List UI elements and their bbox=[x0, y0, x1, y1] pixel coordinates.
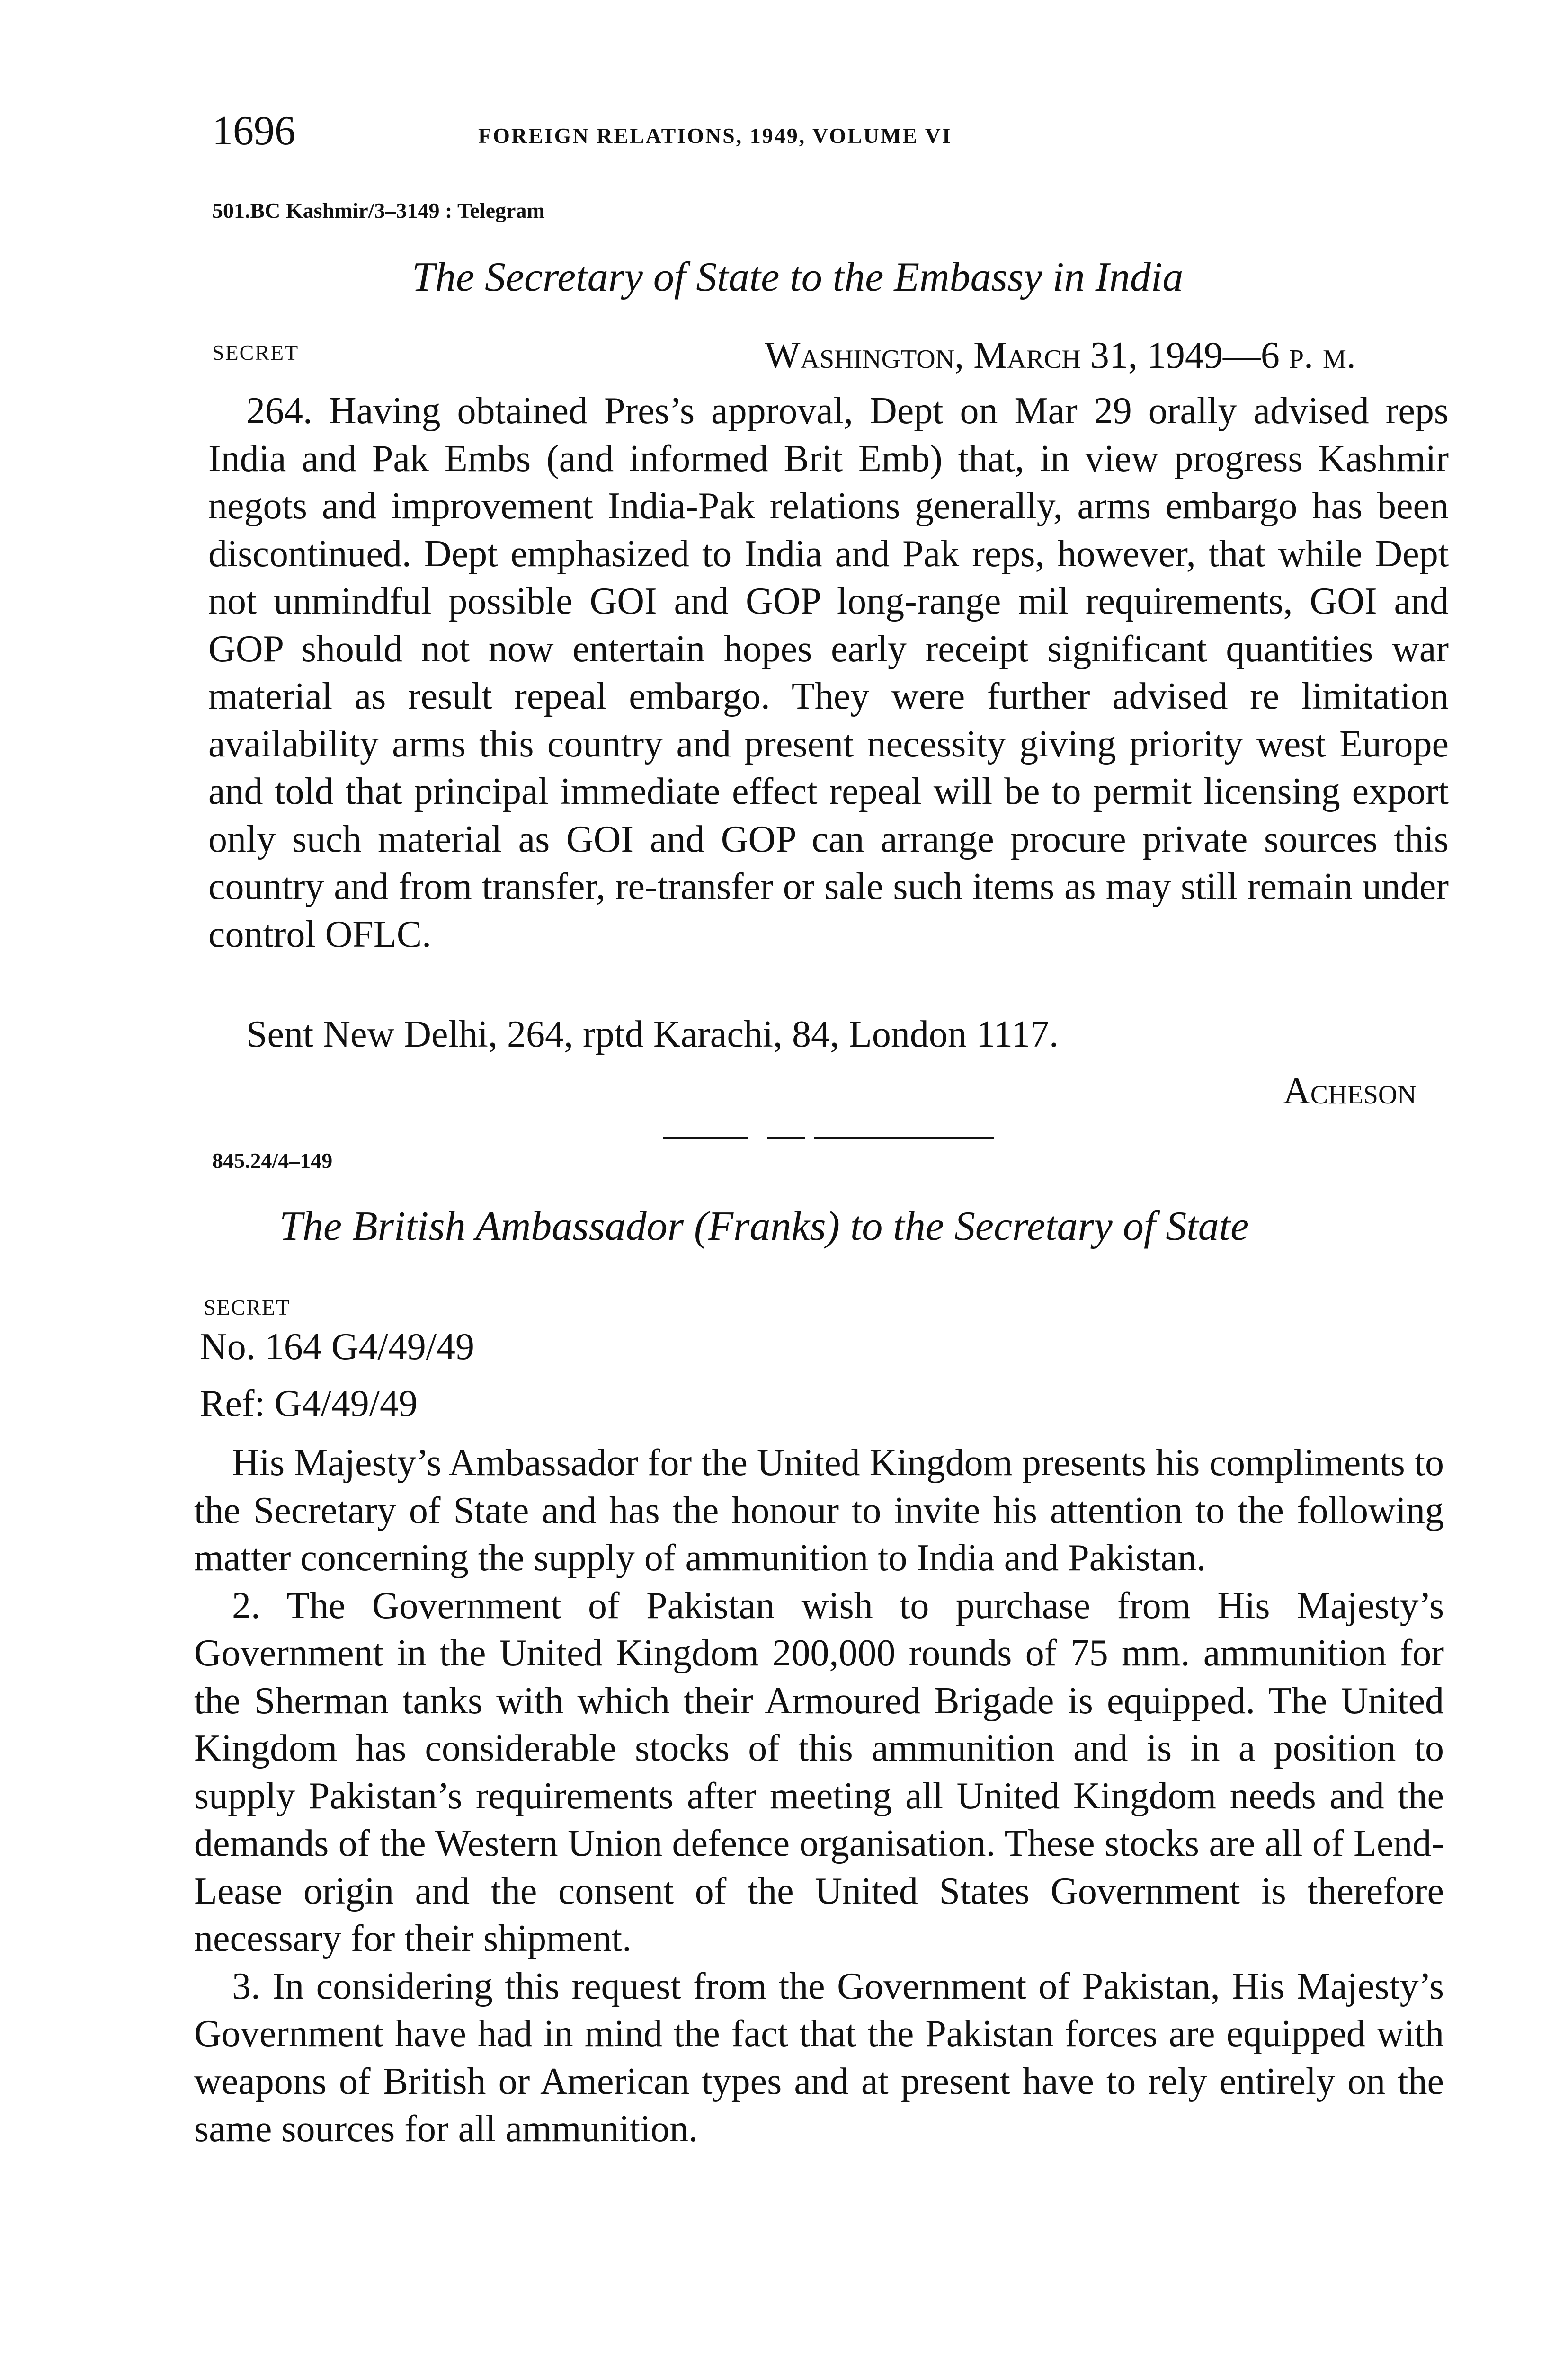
doc2-file-reference: 845.24/4–149 bbox=[212, 1148, 333, 1173]
doc2-paragraph-2: 2. The Government of Pakistan wish to purchase from His Majesty’s Government in the United Kingdom 200,000 rounds of 75 mm. ammunition for the Sherman tanks with which their Armoured Brigade is equipped. The United Kingdom has considerable stocks of this ammunition and is in a position to supply Pakistan’s requirements after meeting all United Kingdom needs and the demands of the Western Union defence organisation. These stocks are all of Lend-Lease origin and the consent of the United States Government is therefore necessary for their shipment. bbox=[194, 1584, 1444, 1959]
doc1-file-reference: 501.BC Kashmir/3–3149 : Telegram bbox=[212, 198, 545, 222]
doc2-paragraph-3: 3. In considering this request from the Government of Pakistan, His Majesty’s Government have had in mind the fact that the Pakistan forces are equipped with weapons of British or American types and at present have to rely entirely on the same sources for all ammunition. bbox=[194, 1965, 1444, 2150]
doc1-title: The Secretary of State to the Embassy in India bbox=[412, 254, 1184, 300]
separator-rule-left bbox=[663, 1137, 748, 1139]
doc2-title: The British Ambassador (Franks) to the Secretary of State bbox=[279, 1203, 1249, 1249]
doc1-signature: Acheson bbox=[1283, 1070, 1417, 1112]
doc1-body bbox=[208, 387, 1449, 958]
doc2-note-number: No. 164 G4/49/49 bbox=[200, 1326, 474, 1368]
separator-rule-right bbox=[814, 1137, 994, 1139]
separator-rule-middle bbox=[767, 1137, 805, 1139]
doc1-classification: SECRET bbox=[212, 340, 299, 365]
doc1-paragraph-1: 264. Having obtained Pres’s approval, Dept on Mar 29 orally advised reps India and Pak Embs (and informed Brit Emb) that, in view progress Kashmir negots and improvement India-Pak relations generally, arms embargo has been discontinued. Dept emphasized to India and Pak reps, however, that while Dept not unmindful possible GOI and GOP long-range mil requirements, GOI and GOP should not now entertain hopes early receipt significant quantities war material as result repeal embargo. They were further advised re limitation availability arms this country and present necessity giving priority west Europe and told that principal immediate effect repeal will be to permit licensing export only such material as GOI and GOP can arrange procure private sources this country and from transfer, re-transfer or sale such items as may still remain under control OFLC. bbox=[208, 390, 1449, 955]
doc1-dateline: Washington, March 31, 1949—6 p. m. bbox=[765, 335, 1356, 376]
doc2-paragraph-1: His Majesty’s Ambassador for the United Kingdom presents his compliments to the Secretary of State and has the honour to invite his attention to the following matter concerning the supply of ammunition to India and Pakistan. bbox=[194, 1442, 1444, 1579]
doc2-body bbox=[194, 1439, 1444, 2153]
doc2-reference: Ref: G4/49/49 bbox=[200, 1383, 418, 1424]
doc2-classification: SECRET bbox=[204, 1295, 291, 1319]
page-number: 1696 bbox=[212, 108, 295, 154]
running-head: FOREIGN RELATIONS, 1949, VOLUME VI bbox=[478, 124, 952, 148]
doc1-distribution-line: Sent New Delhi, 264, rptd Karachi, 84, London 1117. bbox=[246, 1014, 1059, 1055]
